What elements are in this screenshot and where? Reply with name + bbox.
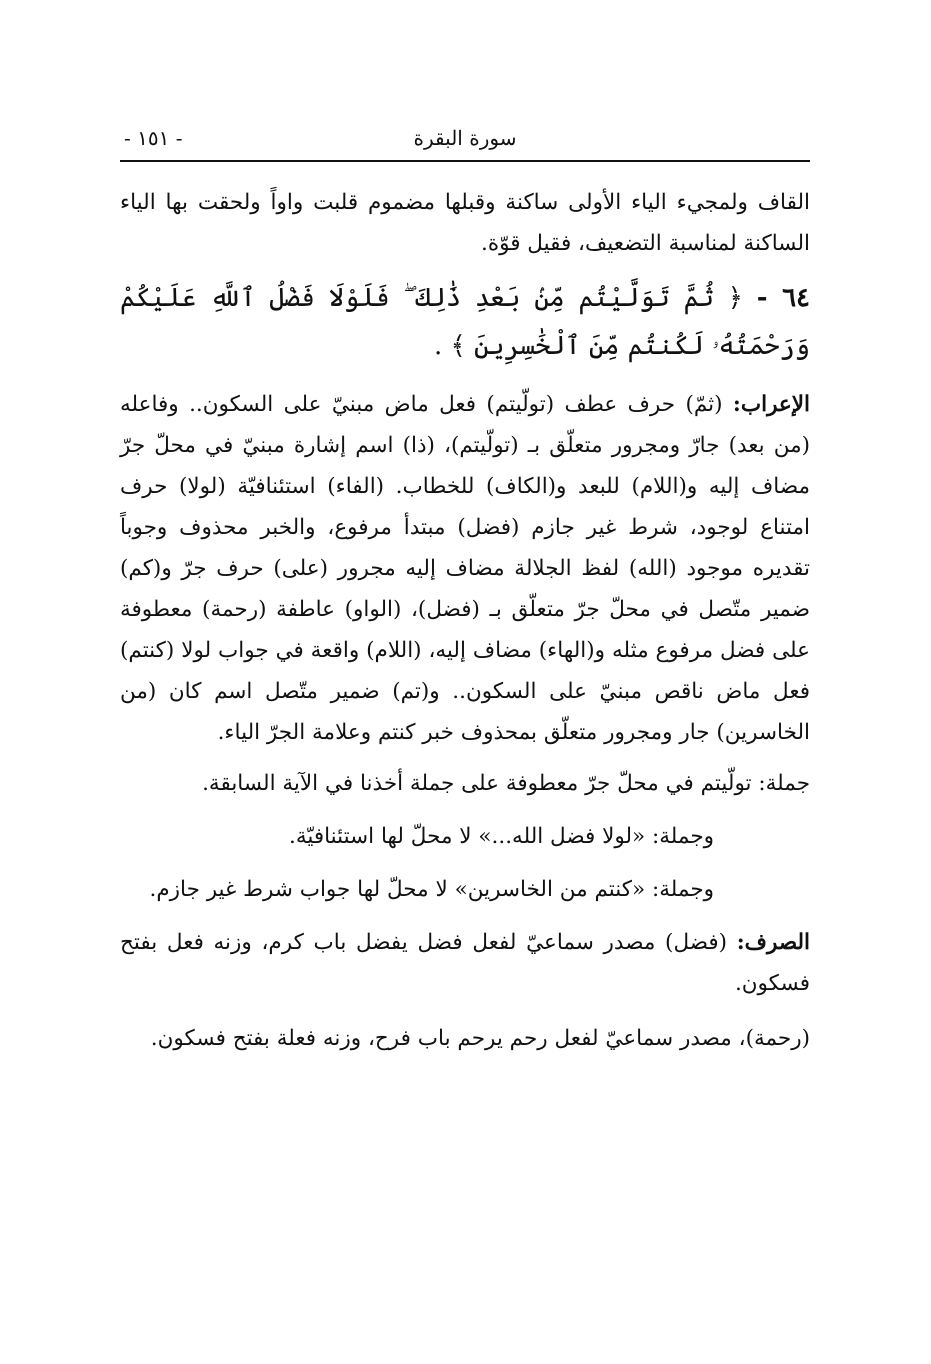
jumla-paragraph-3: وجملة: «كنتم من الخاسرين» لا محلّ لها جواب شرط غير جازم. (149, 877, 714, 902)
jumla-paragraph-2: وجملة: «لولا فضل الله...» لا محلّ لها استئنافيّة. (288, 824, 714, 849)
iraab-text: (ثمّ) حرف عطف (تولّيتم) فعل ماض مبنيّ على السكون.. وفاعله (من بعد) جارّ ومجرور متعلّق بـ (تولّيتم)، (ذا) اسم إشارة مبنيّ في محلّ جرّ مضاف إليه و(اللام) للبعد و(الكاف) للخطاب. (الفاء) استئنافيّة (لولا) حرف امتناع لوجود، شرط غير جازم (فضل) مبتدأ مرفوع، والخبر محذوف وجوباً تقديره موجود (الله) لفظ الجلالة مضاف إليه مجرور (على) حرف جرّ و(كم) ضمير متّصل في محلّ جرّ متعلّق بـ (فضل)، (الواو) عاطفة (رحمة) معطوفة على فضل مرفوع مثله و(الهاء) مضاف إليه، (اللام) واقعة في جواب لولا (كنتم) فعل ماض ناقص مبنيّ على السكون.. و(تم) ضمير متّصل اسم كان (من الخاسرين) جار ومجرور متعلّق بمحذوف خبر كنتم وعلامة الجرّ الياء. (120, 392, 810, 745)
rahma-paragraph: (رحمة)، مصدر سماعيّ لفعل رحم يرحم باب فرح، وزنه فعلة بفتح فسكون. (150, 1026, 810, 1051)
surah-title: سورة البقرة (413, 126, 517, 150)
page (120, 120, 810, 1059)
verse-paragraph (120, 274, 810, 370)
sarf-text: (فضل) مصدر سماعيّ لفعل فضل يفضل باب كرم، وزنه فعل بفتح فسكون. (120, 930, 810, 996)
iraab-paragraph (120, 384, 810, 753)
sarf-label: الصرف: (736, 930, 810, 955)
verse-number: ٦٤ - (756, 283, 811, 313)
jumla-paragraph-1: جملة: تولّيتم في محلّ جرّ معطوفة على جملة أخذنا في الآية السابقة. (202, 771, 810, 796)
sarf-paragraph (120, 922, 810, 1004)
verse-text: ﴿ ثُمَّ تَوَلَّيْتُم مِّنۢ بَعْدِ ذَٰلِكَ ۖ فَلَوْلَا فَضْلُ ٱللَّهِ عَلَيْكُمْ وَرَحْمَتُهُۥ لَكُنتُم مِّنَ ٱلْخَٰسِرِينَ ﴾ . (120, 283, 810, 361)
page-number: - ١٥١ - (124, 126, 183, 150)
intro-paragraph: القاف ولمجيء الياء الأولى ساكنة وقبلها مضموم قلبت واواً ولحقت بها الياء الساكنة لمناسبة التضعيف، فقيل قوّة. (120, 190, 810, 256)
iraab-label: الإعراب: (732, 392, 810, 417)
page-header (120, 120, 810, 162)
